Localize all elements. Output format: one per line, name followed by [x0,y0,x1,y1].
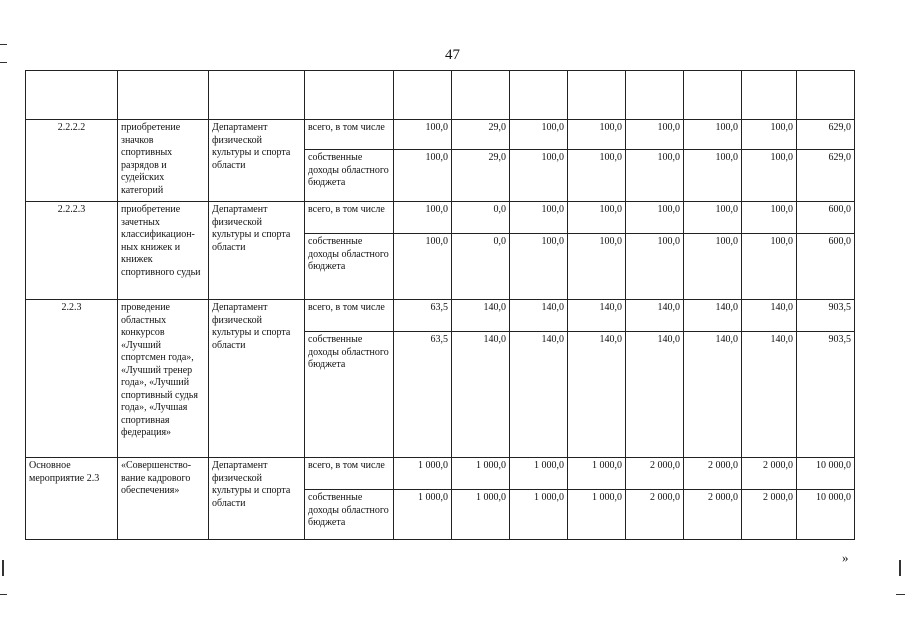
amount-cell: 140,0 [452,300,510,332]
item-code: 2.2.2.3 [26,202,118,300]
amount-cell: 600,0 [797,234,855,300]
amount-cell: 100,0 [510,202,568,234]
funding-source: собственные доходы областного бюджета [305,490,394,540]
funding-source: собственные доходы областного бюджета [305,150,394,202]
amount-cell: 140,0 [684,332,742,458]
header-cell [742,71,797,120]
amount-cell: 2 000,0 [626,490,684,540]
header-cell [626,71,684,120]
amount-cell: 29,0 [452,120,510,150]
funding-source: всего, в том числе [305,300,394,332]
amount-cell: 100,0 [510,120,568,150]
amount-cell: 1 000,0 [568,490,626,540]
amount-cell: 1 000,0 [568,458,626,490]
scan-edge-mark [0,594,7,595]
amount-cell: 100,0 [626,150,684,202]
amount-cell: 140,0 [684,300,742,332]
funding-source: собственные доходы областного бюджета [305,234,394,300]
table-row [26,120,855,150]
table-row [26,202,855,234]
amount-cell: 1 000,0 [394,458,452,490]
item-code: 2.2.2.2 [26,120,118,202]
executor: Департамент физической культуры и спорта области [209,202,305,300]
amount-cell: 100,0 [626,202,684,234]
scan-edge-mark [896,594,905,595]
amount-cell: 100,0 [568,150,626,202]
amount-cell: 903,5 [797,300,855,332]
amount-cell: 0,0 [452,234,510,300]
amount-cell: 100,0 [394,120,452,150]
amount-cell: 140,0 [510,300,568,332]
amount-cell: 2 000,0 [742,490,797,540]
scan-edge-mark [899,560,901,576]
funding-source: всего, в том числе [305,202,394,234]
header-cell [305,71,394,120]
amount-cell: 100,0 [742,120,797,150]
item-name: «Совершенство-вание кадрового обеспечения» [118,458,209,540]
amount-cell: 100,0 [394,202,452,234]
funding-source: собственные доходы областного бюджета [305,332,394,458]
amount-cell: 100,0 [394,150,452,202]
amount-cell: 629,0 [797,150,855,202]
amount-cell: 140,0 [452,332,510,458]
amount-cell: 140,0 [568,300,626,332]
header-cell [118,71,209,120]
amount-cell: 63,5 [394,300,452,332]
funding-source: всего, в том числе [305,120,394,150]
amount-cell: 140,0 [568,332,626,458]
table-row [26,458,855,490]
amount-cell: 140,0 [510,332,568,458]
amount-cell: 100,0 [568,120,626,150]
amount-cell: 140,0 [626,300,684,332]
amount-cell: 100,0 [684,202,742,234]
header-row [26,71,855,120]
amount-cell: 140,0 [742,300,797,332]
amount-cell: 140,0 [626,332,684,458]
amount-cell: 2 000,0 [684,490,742,540]
amount-cell: 2 000,0 [626,458,684,490]
amount-cell: 100,0 [684,150,742,202]
amount-cell: 1 000,0 [452,490,510,540]
amount-cell: 100,0 [568,202,626,234]
amount-cell: 100,0 [626,120,684,150]
amount-cell: 100,0 [626,234,684,300]
header-cell [26,71,118,120]
amount-cell: 10 000,0 [797,490,855,540]
amount-cell: 100,0 [742,150,797,202]
scan-edge-mark [0,44,7,45]
executor: Департамент физической культуры и спорта области [209,458,305,540]
amount-cell: 100,0 [510,150,568,202]
item-name: приобретение зачетных классификацион-ных книжек и книжек спортивного судьи [118,202,209,300]
item-name: проведение областных конкурсов «Лучший спортсмен года», «Лучший тренер года», «Лучший спортивный судья года», «Лучшая спортивная федерация» [118,300,209,458]
amount-cell: 140,0 [742,332,797,458]
header-cell [394,71,452,120]
header-cell [797,71,855,120]
item-code: 2.2.3 [26,300,118,458]
header-cell [568,71,626,120]
amount-cell: 0,0 [452,202,510,234]
funding-source: всего, в том числе [305,458,394,490]
amount-cell: 1 000,0 [510,490,568,540]
amount-cell: 100,0 [684,234,742,300]
item-name: приобретение значков спортивных разрядов и судейских категорий [118,120,209,202]
amount-cell: 100,0 [684,120,742,150]
amount-cell: 63,5 [394,332,452,458]
amount-cell: 100,0 [568,234,626,300]
amount-cell: 2 000,0 [742,458,797,490]
amount-cell: 10 000,0 [797,458,855,490]
amount-cell: 100,0 [510,234,568,300]
header-cell [510,71,568,120]
budget-table [25,70,855,540]
item-code: Основное мероприятие 2.3 [26,458,118,540]
amount-cell: 1 000,0 [510,458,568,490]
amount-cell: 100,0 [394,234,452,300]
amount-cell: 1 000,0 [394,490,452,540]
scan-edge-mark [2,560,4,576]
table-row [26,300,855,332]
amount-cell: 100,0 [742,234,797,300]
page-number: 47 [445,47,460,63]
header-cell [684,71,742,120]
amount-cell: 2 000,0 [684,458,742,490]
header-cell [209,71,305,120]
amount-cell: 903,5 [797,332,855,458]
amount-cell: 629,0 [797,120,855,150]
amount-cell: 600,0 [797,202,855,234]
header-cell [452,71,510,120]
amount-cell: 29,0 [452,150,510,202]
closing-quote: » [842,550,849,565]
executor: Департамент физической культуры и спорта области [209,120,305,202]
scan-edge-mark [0,62,7,63]
executor: Департамент физической культуры и спорта области [209,300,305,458]
amount-cell: 1 000,0 [452,458,510,490]
amount-cell: 100,0 [742,202,797,234]
